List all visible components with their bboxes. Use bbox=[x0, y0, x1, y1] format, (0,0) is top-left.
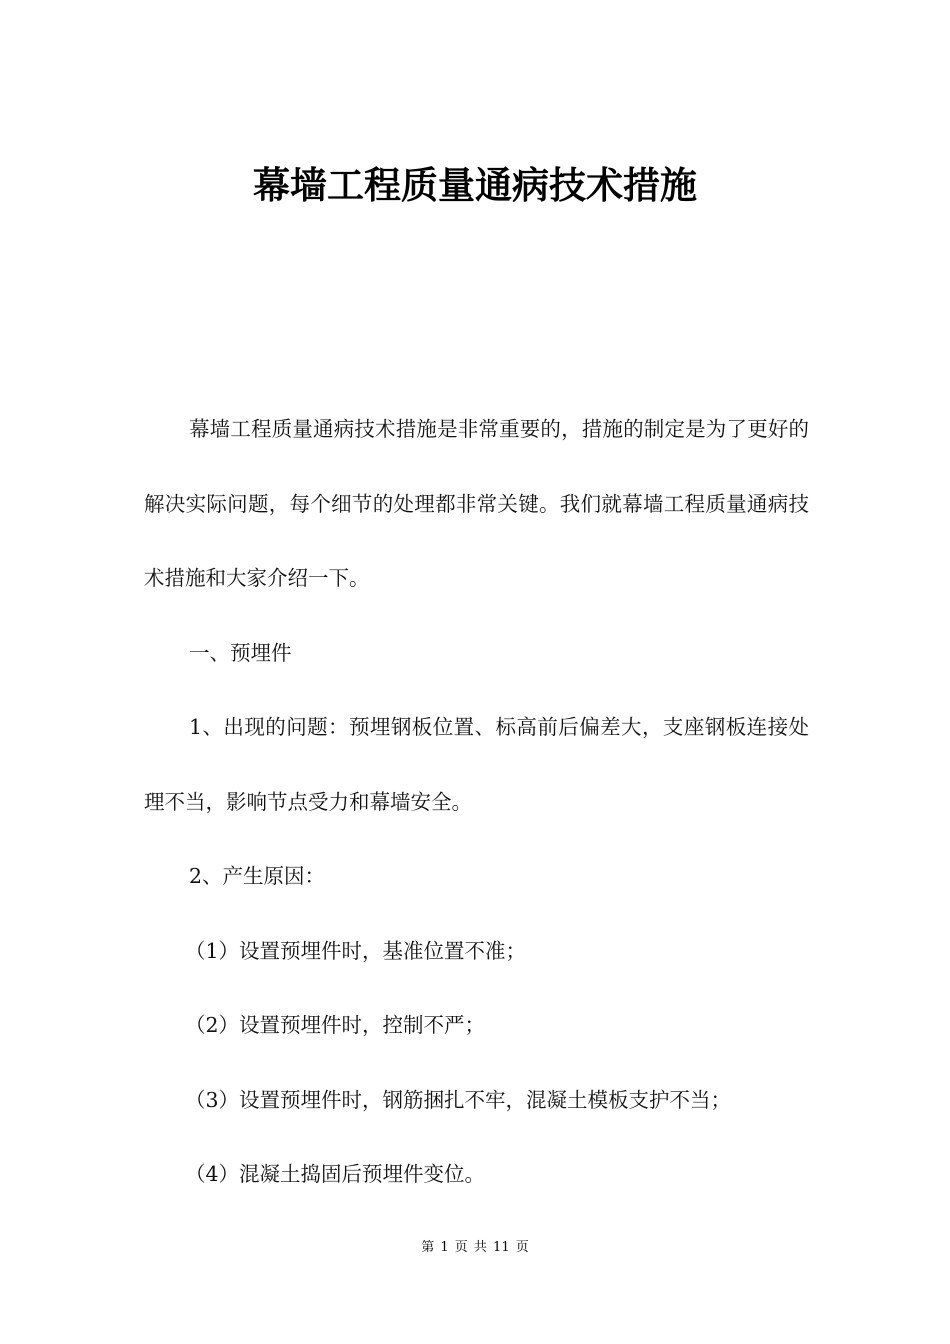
section-heading: 一、预埋件 bbox=[189, 640, 292, 665]
problem-paragraph: 1、出现的问题：预埋钢板位置、标高前后偏差大，支座钢板连接处理不当，影响节点受力和幕墙安全。 bbox=[144, 715, 809, 814]
cause-item-1: （1）设置预埋件时，基准位置不准； bbox=[185, 938, 527, 963]
cause-item-4: （4）混凝土捣固后预埋件变位。 bbox=[185, 1162, 486, 1186]
cause-heading: 2、产生原因： bbox=[189, 864, 326, 888]
document-title: 幕墙工程质量通病技术措施 bbox=[253, 164, 697, 207]
page-footer: 第 1 页 共 11 页 bbox=[421, 1240, 529, 1255]
document-body bbox=[144, 392, 809, 1212]
cause-item-2: （2）设置预埋件时，控制不严； bbox=[185, 1013, 486, 1037]
cause-item-3: （3）设置预埋件时，钢筋捆扎不牢，混凝土模板支护不当； bbox=[185, 1087, 732, 1112]
intro-paragraph: 幕墙工程质量通病技术措施是非常重要的，措施的制定是为了更好的解决实际问题，每个细节的处理都非常关键。我们就幕墙工程质量通病技术措施和大家介绍一下。 bbox=[144, 417, 809, 590]
